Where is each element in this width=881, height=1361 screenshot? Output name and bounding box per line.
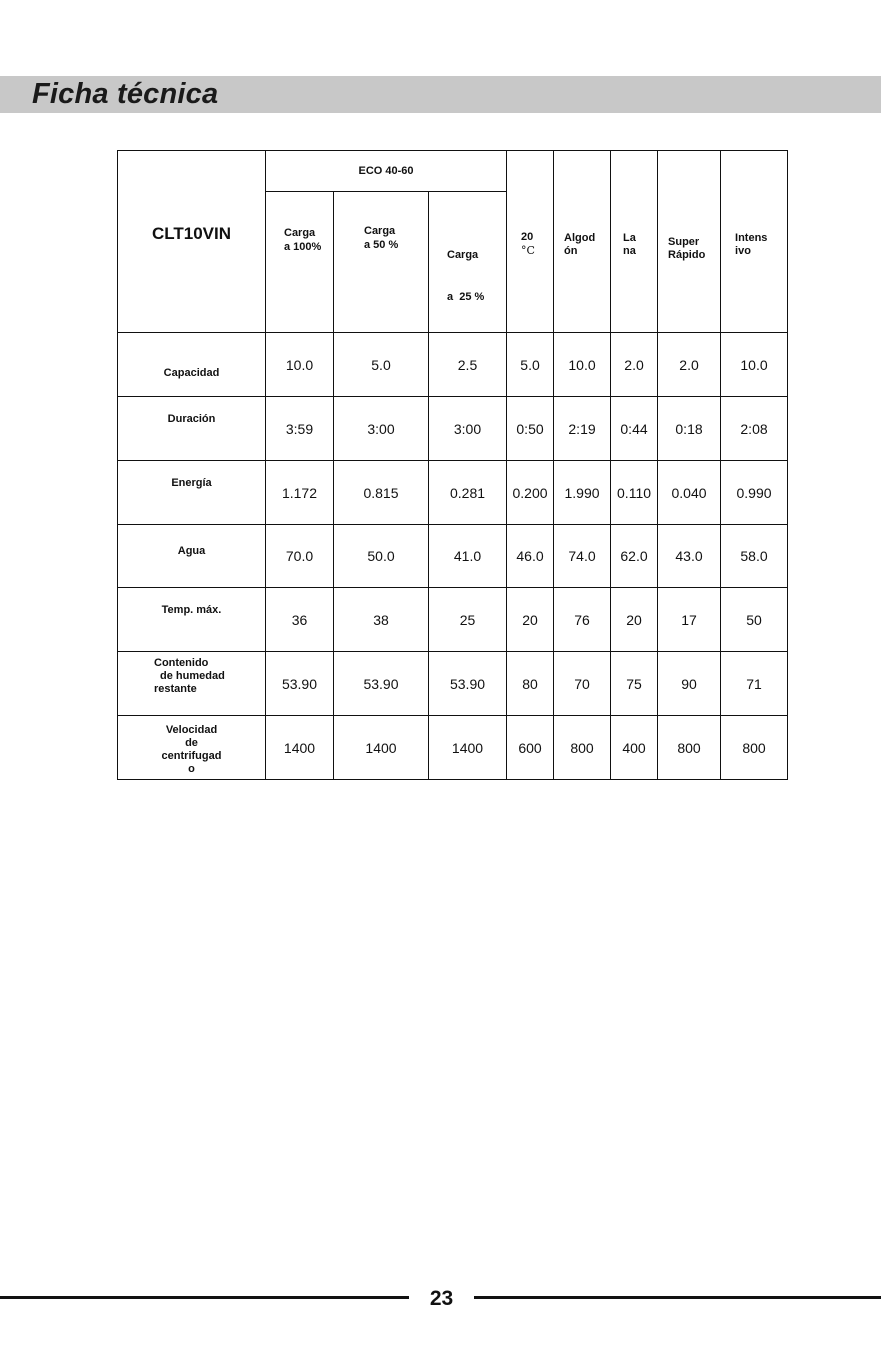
table-row <box>118 333 788 397</box>
table-cell: 75 <box>611 652 658 716</box>
program-line: La <box>623 231 636 244</box>
table-cell: 800 <box>721 716 788 780</box>
table-cell: 76 <box>554 588 611 652</box>
row-label-line: Capacidad <box>163 367 220 379</box>
table-cell: 20 <box>611 588 658 652</box>
row-label-line: Agua <box>177 544 206 557</box>
table-cell: 36 <box>266 588 334 652</box>
load-line: a 25 % <box>447 291 485 303</box>
row-label-line: de <box>185 736 198 749</box>
program-line: Intens <box>735 231 768 244</box>
table-cell: 3:00 <box>334 397 429 461</box>
table-cell: 0:18 <box>658 397 721 461</box>
row-label-line: Contenido <box>154 657 209 669</box>
table-cell: 5.0 <box>334 333 429 397</box>
load-line: Carga <box>447 249 479 261</box>
table-cell: 53.90 <box>266 652 334 716</box>
table-cell: 62.0 <box>611 525 658 588</box>
spec-table <box>117 150 788 780</box>
page-title: Ficha técnica <box>32 78 219 110</box>
table-cell: 3:59 <box>266 397 334 461</box>
table-cell: 2:19 <box>554 397 611 461</box>
program-line: Super <box>668 235 700 248</box>
table-cell: 25 <box>429 588 507 652</box>
load-line: Carga <box>364 225 396 237</box>
row-label-line: centrifugad <box>161 749 222 762</box>
table-cell: 1400 <box>429 716 507 780</box>
row-label-line: Duración <box>167 413 216 425</box>
table-cell: 2.0 <box>611 333 658 397</box>
table-cell: 20 <box>507 588 554 652</box>
table-cell: 2.5 <box>429 333 507 397</box>
model-name: CLT10VIN <box>151 223 232 243</box>
table-cell: 800 <box>554 716 611 780</box>
program-header-intensivo <box>721 151 788 333</box>
table-cell: 74.0 <box>554 525 611 588</box>
table-cell: 0:50 <box>507 397 554 461</box>
table-cell: 1400 <box>266 716 334 780</box>
load-line: Carga <box>284 227 316 239</box>
row-label <box>118 525 266 588</box>
row-label <box>118 333 266 397</box>
table-row <box>118 397 788 461</box>
row-label-line: restante <box>154 683 197 695</box>
table-cell: 50 <box>721 588 788 652</box>
table-row <box>118 525 788 588</box>
table-cell: 0.200 <box>507 461 554 525</box>
row-label <box>118 652 266 716</box>
table-cell: 17 <box>658 588 721 652</box>
table-cell: 53.90 <box>334 652 429 716</box>
load-line: a 100% <box>284 241 322 253</box>
table-cell: 0.110 <box>611 461 658 525</box>
eco-load-25 <box>429 192 507 333</box>
table-cell: 1400 <box>334 716 429 780</box>
table-cell: 0.815 <box>334 461 429 525</box>
eco-group-header: ECO 40-60 <box>266 151 507 192</box>
row-label <box>118 461 266 525</box>
row-label-line: Energía <box>171 477 212 489</box>
table-cell: 10.0 <box>721 333 788 397</box>
program-line: Rápido <box>668 248 706 261</box>
table-cell: 43.0 <box>658 525 721 588</box>
table-cell: 71 <box>721 652 788 716</box>
program-header-20c <box>507 151 554 333</box>
table-cell: 0.990 <box>721 461 788 525</box>
table-cell: 38 <box>334 588 429 652</box>
table-cell: 46.0 <box>507 525 554 588</box>
program-line: 20 <box>521 231 534 243</box>
page-number: 23 <box>429 1287 454 1310</box>
program-line: na <box>623 244 636 257</box>
eco-load-100 <box>266 192 334 333</box>
table-cell: 90 <box>658 652 721 716</box>
program-line: Algod <box>564 231 596 244</box>
table-cell: 80 <box>507 652 554 716</box>
table-cell: 5.0 <box>507 333 554 397</box>
table-cell: 0.040 <box>658 461 721 525</box>
program-header-algodon <box>554 151 611 333</box>
footer-rule-left <box>0 1296 409 1299</box>
row-label-line: o <box>188 762 195 775</box>
row-label-line: Velocidad <box>165 723 218 736</box>
table-row <box>118 716 788 780</box>
table-cell: 1.990 <box>554 461 611 525</box>
program-header-super-rapido <box>658 151 721 333</box>
table-cell: 0:44 <box>611 397 658 461</box>
footer-rule-right <box>474 1296 881 1299</box>
eco-load-50 <box>334 192 429 333</box>
load-line: a 50 % <box>364 239 399 251</box>
model-cell <box>118 151 266 333</box>
table-row <box>118 461 788 525</box>
table-row <box>118 588 788 652</box>
table-cell: 400 <box>611 716 658 780</box>
table-cell: 70.0 <box>266 525 334 588</box>
program-line: ón <box>564 244 578 257</box>
program-line: ivo <box>735 244 751 257</box>
table-cell: 50.0 <box>334 525 429 588</box>
row-label <box>118 588 266 652</box>
table-cell: 10.0 <box>266 333 334 397</box>
table-cell: 41.0 <box>429 525 507 588</box>
table-cell: 0.281 <box>429 461 507 525</box>
table-cell: 70 <box>554 652 611 716</box>
table-cell: 1.172 <box>266 461 334 525</box>
row-label-line: de humedad <box>160 670 225 682</box>
table-cell: 600 <box>507 716 554 780</box>
table-cell: 3:00 <box>429 397 507 461</box>
row-label <box>118 397 266 461</box>
program-header-lana <box>611 151 658 333</box>
table-cell: 800 <box>658 716 721 780</box>
program-line: °C <box>521 244 535 257</box>
table-cell: 58.0 <box>721 525 788 588</box>
table-cell: 53.90 <box>429 652 507 716</box>
table-row <box>118 652 788 716</box>
table-cell: 10.0 <box>554 333 611 397</box>
row-label <box>118 716 266 780</box>
row-label-line: Temp. máx. <box>161 604 222 616</box>
table-cell: 2.0 <box>658 333 721 397</box>
table-cell: 2:08 <box>721 397 788 461</box>
